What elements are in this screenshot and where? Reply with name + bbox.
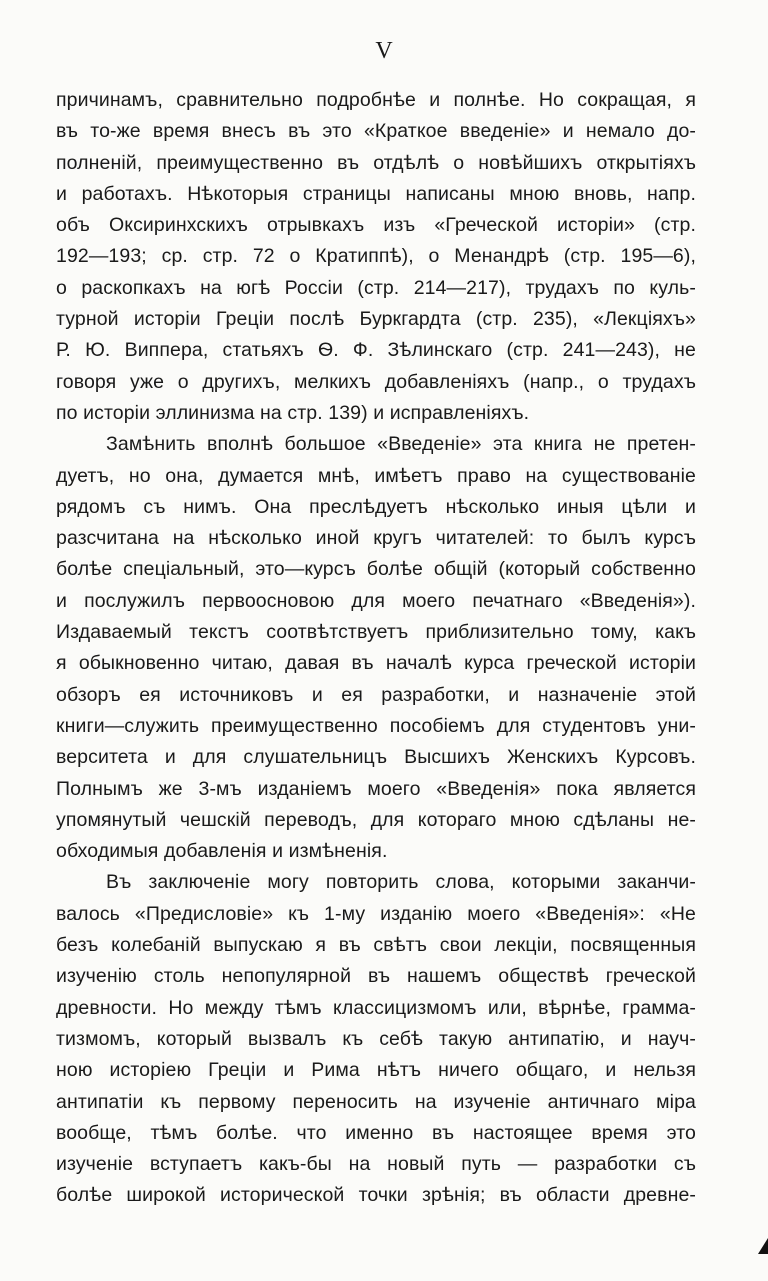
scan-corner-mark (758, 1238, 768, 1254)
text-line: изученію столь непопулярной въ нашемъ обществѣ греческой (56, 965, 696, 988)
text-line: я обыкновенно читаю, давая въ началѣ курса греческой исторіи (56, 652, 696, 675)
text-line: ною исторіею Греціи и Рима нѣтъ ничего общаго, и нельзя (56, 1059, 696, 1082)
text-line: Полнымъ же 3-мъ изданіемъ моего «Введенія» пока является (56, 777, 696, 800)
text-line: дуетъ, но она, думается мнѣ, имѣетъ право на существованіе (56, 464, 696, 487)
text-line: валось «Предисловіе» къ 1-му изданію моего «Введенія»: «Не (56, 902, 696, 925)
text-line: причинамъ, сравнительно подробнѣе и полнѣе. Но сокращая, я (56, 89, 696, 111)
paragraph-3 (56, 867, 696, 1211)
text-line: обзоръ ея источниковъ и ея разработки, и назначеніе этой (56, 683, 696, 706)
text-line: вообще, тѣмъ болѣе. что именно въ настоящее время это (56, 1121, 696, 1144)
text-line: въ то-же время внесъ въ это «Краткое введеніе» и немало до- (56, 120, 696, 143)
paragraph-2 (56, 429, 696, 867)
text-line: полненій, преимущественно въ отдѣлѣ о новѣйшихъ открытіяхъ (56, 151, 696, 174)
text-line: разсчитана на нѣсколько иной кругъ читателей: то былъ курсъ (56, 527, 696, 550)
text-line: изученіе вступаетъ какъ-бы на новый путь — разработки съ (56, 1153, 696, 1176)
text-body (56, 85, 696, 1212)
text-line: Въ заключеніе могу повторить слова, которыми заканчи- (106, 871, 696, 894)
text-line: рядомъ съ нимъ. Она преслѣдуетъ нѣсколько иныя цѣли и (56, 495, 696, 518)
text-line: Р. Ю. Виппера, статьяхъ Ѳ. Ф. Зѣлинскаго (стр. 241—243), не (56, 339, 696, 362)
text-line: объ Оксиринхскихъ отрывкахъ изъ «Греческой исторіи» (стр. (56, 214, 696, 237)
text-line: болѣе широкой исторической точки зрѣнія; въ области древне- (56, 1184, 696, 1207)
text-line: Издаваемый текстъ соотвѣтствуетъ приблизительно тому, какъ (56, 621, 696, 644)
text-line: турной исторіи Греціи послѣ Буркгардта (стр. 235), «Лекціяхъ» (56, 308, 696, 331)
text-line: по исторіи эллинизма на стр. 139) и исправленіяхъ. (56, 401, 530, 424)
text-line: антипатіи къ первому переносить на изученіе античнаго міра (56, 1090, 696, 1113)
text-line: древности. Но между тѣмъ классицизмомъ или, вѣрнѣе, грамма- (56, 996, 696, 1019)
paragraph-1 (56, 85, 696, 429)
page-number: V (375, 38, 393, 64)
text-line: книги—служить преимущественно пособіемъ для студентовъ уни- (56, 714, 696, 737)
text-line: безъ колебаній выпускаю я въ свѣтъ свои лекціи, посвященныя (56, 934, 696, 957)
text-line: болѣе спеціальный, это—курсъ болѣе общій (который собственно (56, 558, 696, 581)
text-line: обходимыя добавленія и измѣненія. (56, 840, 388, 863)
text-line: и работахъ. Нѣкоторыя страницы написаны мною вновь, напр. (56, 182, 696, 205)
text-line: упомянутый чешскій переводъ, для котораго мною сдѣланы не- (56, 808, 696, 831)
text-line: верситета и для слушательницъ Высшихъ Женскихъ Курсовъ. (56, 746, 696, 769)
text-line: Замѣнить вполнѣ большое «Введеніе» эта книга не претен- (106, 433, 696, 456)
text-line: тизмомъ, который вызвалъ къ себѣ такую антипатію, и науч- (56, 1027, 696, 1050)
text-line: говоря уже о другихъ, мелкихъ добавленіяхъ (напр., о трудахъ (56, 370, 696, 393)
text-line: о раскопкахъ на югѣ Россіи (стр. 214—217), трудахъ по куль- (56, 276, 696, 299)
text-line: и послужилъ первоосновою для моего печатнаго «Введенія»). (56, 589, 696, 612)
text-line: 192—193; ср. стр. 72 о Кратиппѣ), о Менандрѣ (стр. 195—6), (56, 245, 696, 268)
